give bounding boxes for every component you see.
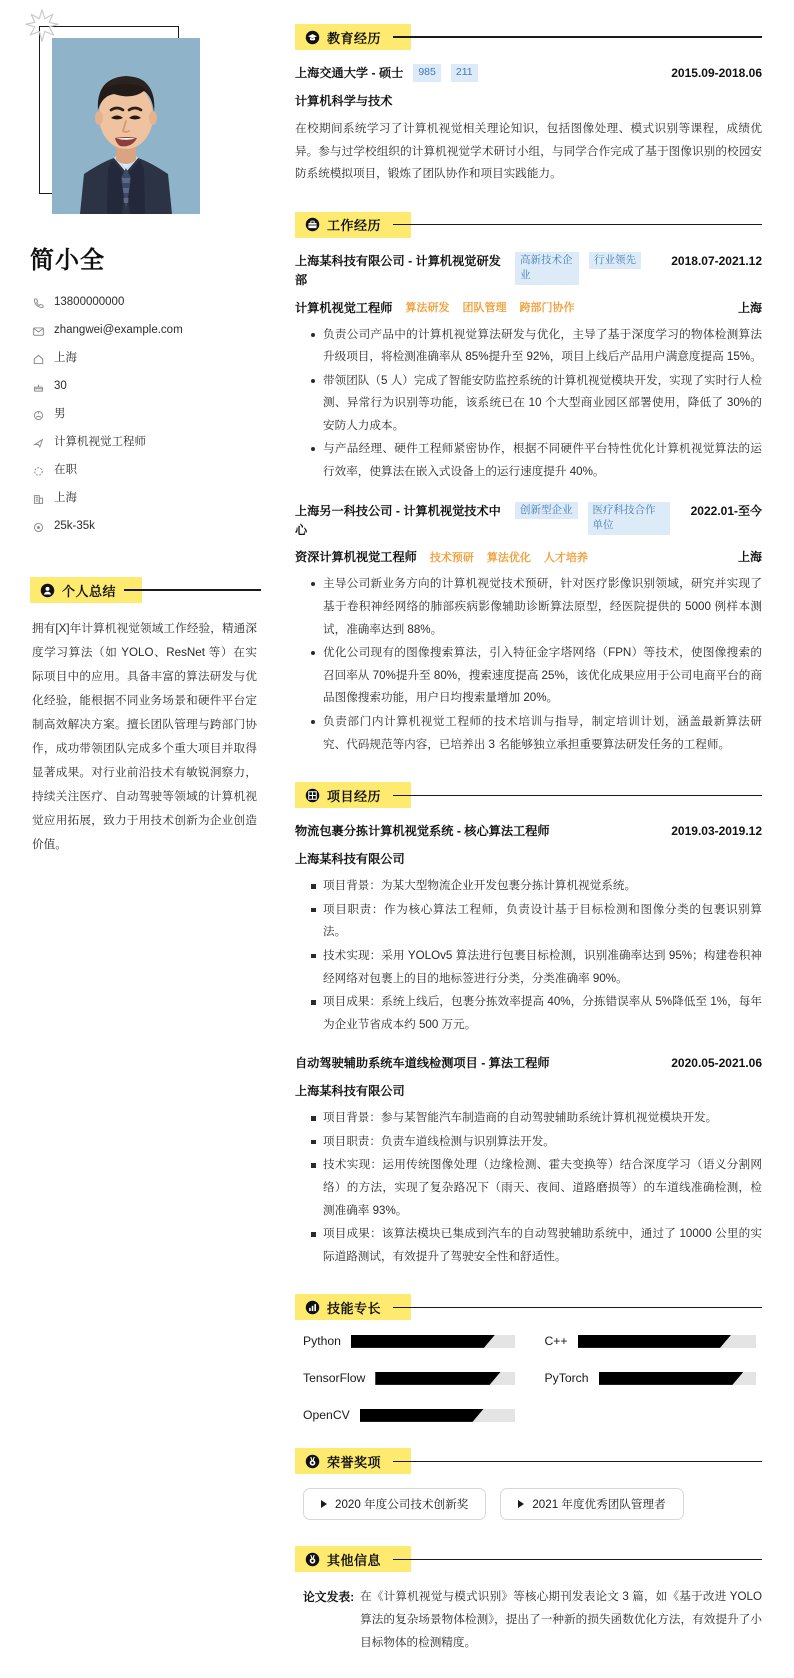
medal-icon: [305, 1454, 320, 1469]
work-entry: [295, 252, 762, 484]
project-date: 2020.05-2021.06: [671, 1056, 762, 1071]
skill-bar-track: [351, 1335, 515, 1348]
awards-row: [295, 1488, 762, 1520]
contact-value: zhangwei@example.com: [54, 324, 183, 337]
section-rule: [393, 795, 762, 796]
entry-left: [295, 502, 683, 540]
school-tag: 985: [413, 64, 441, 82]
medal-icon: [305, 1552, 320, 1567]
project-name: 物流包裹分拣计算机视觉系统 - 核心算法工程师: [295, 824, 550, 839]
bullet-item: 与产品经理、硬件工程师紧密协作，根据不同硬件平台特性优化计算机视觉算法的运行效率，使算法在嵌入式设备上的运行速度提升 40%。: [311, 438, 762, 483]
education-date: 2015.09-2018.06: [671, 66, 762, 80]
summary-text: 拥有[X]年计算机视觉领域工作经验，精通深度学习算法（如 YOLO、ResNet 等）在实际项目中的应用。具备丰富的算法研发与优化经验，能根据不同业务场景和硬件平台定制高效解决方案。擅长团队管理与跨部门协作，成功带领团队完成多个重大项目并取得显著成果。对行业前沿技术有敏锐洞察力，持续关注医疗、自动驾驶等领域的计算机视觉应用拓展，致力于用技术创新为企业创造价值。: [32, 622, 257, 851]
contact-value: 13800000000: [54, 296, 125, 309]
section-header-other: [295, 1546, 762, 1572]
entry-header: [295, 822, 762, 841]
play-triangle-icon: [321, 1500, 327, 1508]
role-tag: 技术预研: [429, 551, 474, 564]
sparkle-icon: [24, 8, 60, 44]
contact-item-salary: [32, 513, 265, 541]
mail-icon: [32, 325, 45, 338]
contact-item-phone: [32, 289, 265, 317]
skill-label: C++: [544, 1334, 568, 1349]
skill-bar-fill: [360, 1409, 484, 1422]
salary-icon: [32, 521, 45, 534]
play-triangle-icon: [518, 1500, 524, 1508]
briefcase-icon: [305, 217, 320, 232]
skill-bar-fill: [599, 1372, 744, 1385]
role-tag: 团队管理: [462, 302, 507, 314]
project-entry: [295, 1054, 762, 1268]
section-rule: [393, 1559, 762, 1560]
company-name: 上海另一科技公司 - 计算机视觉技术中心: [295, 503, 501, 537]
role-left: [295, 548, 588, 565]
skill-label: Python: [303, 1334, 341, 1349]
avatar: [52, 38, 200, 214]
award-label: 2021 年度优秀团队管理者: [532, 1498, 666, 1512]
phone-icon: [32, 297, 45, 310]
school-name: 上海交通大学 - 硕士: [295, 66, 404, 80]
work-date: 2018.07-2021.12: [671, 253, 762, 268]
section-title: 荣誉奖项: [327, 1454, 382, 1470]
work-entry: [295, 502, 762, 757]
bullet-item: 项目成果：系统上线后，包裹分拣效率提高 40%，分拣错误率从 5%降低至 1%，每年为企业节省成本约 500 万元。: [311, 991, 762, 1036]
company-tag: 医疗科技合作单位: [588, 502, 670, 536]
job-title: 计算机视觉工程师: [295, 300, 393, 315]
bullet-item: 技术实现：运用传统图像处理（边缘检测、霍夫变换等）结合深度学习（语义分割网络）的方法，实现了复杂路况下（雨天、夜间、道路磨损等）的车道线准确检测，检测准确率 93%。: [311, 1154, 762, 1222]
education-description: 在校期间系统学习了计算机视觉相关理论知识，包括图像处理、模式识别等课程，成绩优异。参与过学校组织的计算机视觉学术研讨小组，与同学合作完成了基于图像识别的校园安防系统模拟项目，锻炼了团队协作和项目实践能力。: [295, 121, 762, 181]
project-entry: [295, 822, 762, 1036]
school-tag: 211: [451, 64, 478, 82]
bullet-item: 项目职责：作为核心算法工程师，负责设计基于目标检测和图像分类的包裹识别算法。: [311, 899, 762, 944]
contact-list: [32, 289, 265, 541]
other-info-text: 在《计算机视觉与模式识别》等核心期刊发表论文 3 篇，如《基于改进 YOLO 算法的复杂场景物体检测》，提出了一种新的损失函数优化方法，有效提升了小目标物体的检测精度。: [360, 1590, 762, 1649]
bullet-item: 主导公司新业务方向的计算机视觉技术预研，针对医疗影像识别领域，研究并实现了基于卷积神经网络的肺部疾病影像辅助诊断算法原型，经医院提供的 5000 例样本测试，准确率达到 88%。: [311, 573, 762, 641]
entry-header: [295, 64, 762, 83]
candidate-name: 简小全: [30, 247, 105, 274]
bullet-item: 负责部门内计算机视觉工程师的技术培训与指导，制定培训计划，涵盖最新算法研究、代码规范等内容，已培养出 3 名能够独立承担重要算法研发任务的工程师。: [311, 711, 762, 756]
status-icon: [32, 465, 45, 478]
role-tag: 跨部门协作: [519, 302, 575, 314]
entry-header: [295, 252, 762, 290]
bullet-item: 项目背景：参与某智能汽车制造商的自动驾驶辅助系统计算机视觉模块开发。: [311, 1107, 762, 1130]
bullet-item: 技术实现：采用 YOLOv5 算法进行包裹目标检测，识别准确率达到 95%；构建卷积神经网络对包裹上的目的地标签进行分类，分类准确率 90%。: [311, 945, 762, 990]
skill-item: [545, 1371, 757, 1385]
project-org: 上海某科技有限公司: [295, 852, 405, 867]
section-header-education: [295, 24, 762, 50]
role-tag: 人才培养: [543, 551, 588, 564]
contact-item-email: [32, 317, 265, 345]
section-header-work: [295, 212, 762, 238]
section-header-projects: [295, 782, 762, 808]
section-title: 项目经历: [327, 788, 382, 804]
skill-bar-track: [599, 1372, 756, 1385]
skill-item: [545, 1334, 757, 1348]
contact-item-position: [32, 429, 265, 457]
bullet-item: 项目职责：负责车道线检测与识别算法开发。: [311, 1131, 762, 1154]
entry-header: [295, 1054, 762, 1073]
company-tag: 行业领先: [589, 252, 641, 270]
section-title: 教育经历: [327, 30, 382, 46]
skill-item: [303, 1334, 515, 1348]
contact-value: 男: [54, 408, 66, 421]
other-info-label: 论文发表:: [303, 1590, 355, 1605]
entry-header: [295, 502, 762, 540]
contact-item-gender: [32, 401, 265, 429]
section-work: [295, 212, 762, 757]
contact-value: 25k-35k: [54, 520, 95, 533]
company-tag: 创新型企业: [515, 502, 578, 520]
entry-left: [295, 64, 663, 83]
contact-item-location: [32, 345, 265, 373]
company-tag: 高新技术企业: [515, 252, 579, 286]
section-skills: [295, 1294, 762, 1422]
bullet-item: 项目背景：为某大型物流企业开发包裹分拣计算机视觉系统。: [311, 875, 762, 898]
section-title: 工作经历: [327, 218, 382, 234]
section-education: [295, 24, 762, 186]
section-header-skills: [295, 1294, 762, 1320]
company-name: 上海某科技有限公司 - 计算机视觉研发部: [295, 253, 501, 287]
role-tag: 算法优化: [486, 551, 531, 564]
bullet-item: 负责公司产品中的计算机视觉算法研发与优化，主导了基于深度学习的物体检测算法升级项目，将检测准确率从 85%提升至 92%，项目上线后产品用户满意度提高 15%。: [311, 324, 762, 369]
project-name: 自动驾驶辅助系统车道线检测项目 - 算法工程师: [295, 1056, 550, 1071]
job-title: 资深计算机视觉工程师: [295, 550, 417, 565]
project-bullets: [295, 1107, 762, 1268]
section-awards: [295, 1448, 762, 1520]
bullet-item: 带领团队（5 人）完成了智能安防监控系统的计算机视觉模块开发，实现了实时行人检测、异常行为识别等功能，该系统已在 10 个大型商业园区部署使用，降低了 30%的安防人力成本。: [311, 370, 762, 438]
bar-chart-icon: [305, 1300, 320, 1315]
job-location: 上海: [737, 300, 762, 315]
contact-value: 上海: [54, 492, 77, 505]
section-rule: [124, 589, 261, 590]
award-label: 2020 年度公司技术创新奖: [335, 1498, 469, 1512]
graduation-cap-icon: [305, 30, 320, 45]
entry-left: [295, 252, 663, 290]
bullet-item: 优化公司现有的图像搜索算法，引入特征金字塔网络（FPN）等技术，使图像搜索的召回率从 70%提升至 80%，搜索速度提高 25%，该优化成果应用于公司电商平台的商品图像搜索功能，用户日均搜索量增加 20%。: [311, 642, 762, 710]
major-name: 计算机科学与技术: [295, 93, 393, 108]
skill-bar-track: [578, 1335, 756, 1348]
job-location: 上海: [737, 550, 762, 565]
section-rule: [393, 1307, 762, 1308]
main-content: [285, 0, 794, 1678]
contact-value: 上海: [54, 352, 77, 365]
contact-value: 在职: [54, 464, 77, 477]
section-projects: [295, 782, 762, 1268]
section-rule: [393, 1461, 762, 1462]
other-info-row: [295, 1586, 762, 1654]
role-row: [295, 548, 762, 565]
section-title: 其他信息: [327, 1552, 382, 1568]
project-org: 上海某科技有限公司: [295, 1084, 405, 1099]
work-date: 2022.01-至今: [690, 503, 762, 518]
role-left: [295, 299, 575, 316]
skills-grid: [295, 1334, 762, 1422]
cake-icon: [32, 381, 45, 394]
work-bullets: [295, 573, 762, 756]
section-title: 技能专长: [327, 1300, 382, 1316]
person-badge-icon: [40, 583, 55, 598]
skill-bar-fill: [578, 1335, 731, 1348]
project-bullets: [295, 875, 762, 1036]
skill-bar-track: [375, 1372, 514, 1385]
building-icon: [32, 493, 45, 506]
rocket-icon: [32, 437, 45, 450]
section-rule: [393, 224, 762, 225]
grid-icon: [305, 788, 320, 803]
section-header-summary: [30, 577, 265, 603]
skill-label: OpenCV: [303, 1408, 350, 1423]
skill-item: [303, 1371, 515, 1385]
skill-bar-fill: [375, 1372, 500, 1385]
contact-value: 计算机视觉工程师: [54, 436, 146, 449]
skill-label: TensorFlow: [303, 1371, 366, 1386]
contact-item-status: [32, 457, 265, 485]
home-icon: [32, 353, 45, 366]
contact-item-workcity: [32, 485, 265, 513]
project-date: 2019.03-2019.12: [671, 824, 762, 839]
section-other: [295, 1546, 762, 1654]
award-chip[interactable]: [500, 1488, 683, 1520]
section-rule: [393, 36, 762, 37]
role-row: [295, 299, 762, 316]
section-title: 个人总结: [62, 583, 117, 599]
section-header-awards: [295, 1448, 762, 1474]
award-chip[interactable]: [303, 1488, 486, 1520]
gender-icon: [32, 409, 45, 422]
skill-label: PyTorch: [544, 1371, 589, 1386]
skill-item: [303, 1408, 515, 1422]
education-entry: [295, 64, 762, 186]
skill-bar-fill: [351, 1335, 495, 1348]
photo-block: [52, 38, 202, 214]
skill-bar-track: [360, 1409, 515, 1422]
contact-item-age: [32, 373, 265, 401]
work-bullets: [295, 324, 762, 484]
contact-value: 30: [54, 380, 67, 393]
role-tag: 算法研发: [405, 302, 450, 314]
sidebar: [0, 0, 285, 877]
bullet-item: 项目成果：该算法模块已集成到汽车的自动驾驶辅助系统中，通过了 10000 公里的实际道路测试，有效提升了驾驶安全性和舒适性。: [311, 1223, 762, 1268]
